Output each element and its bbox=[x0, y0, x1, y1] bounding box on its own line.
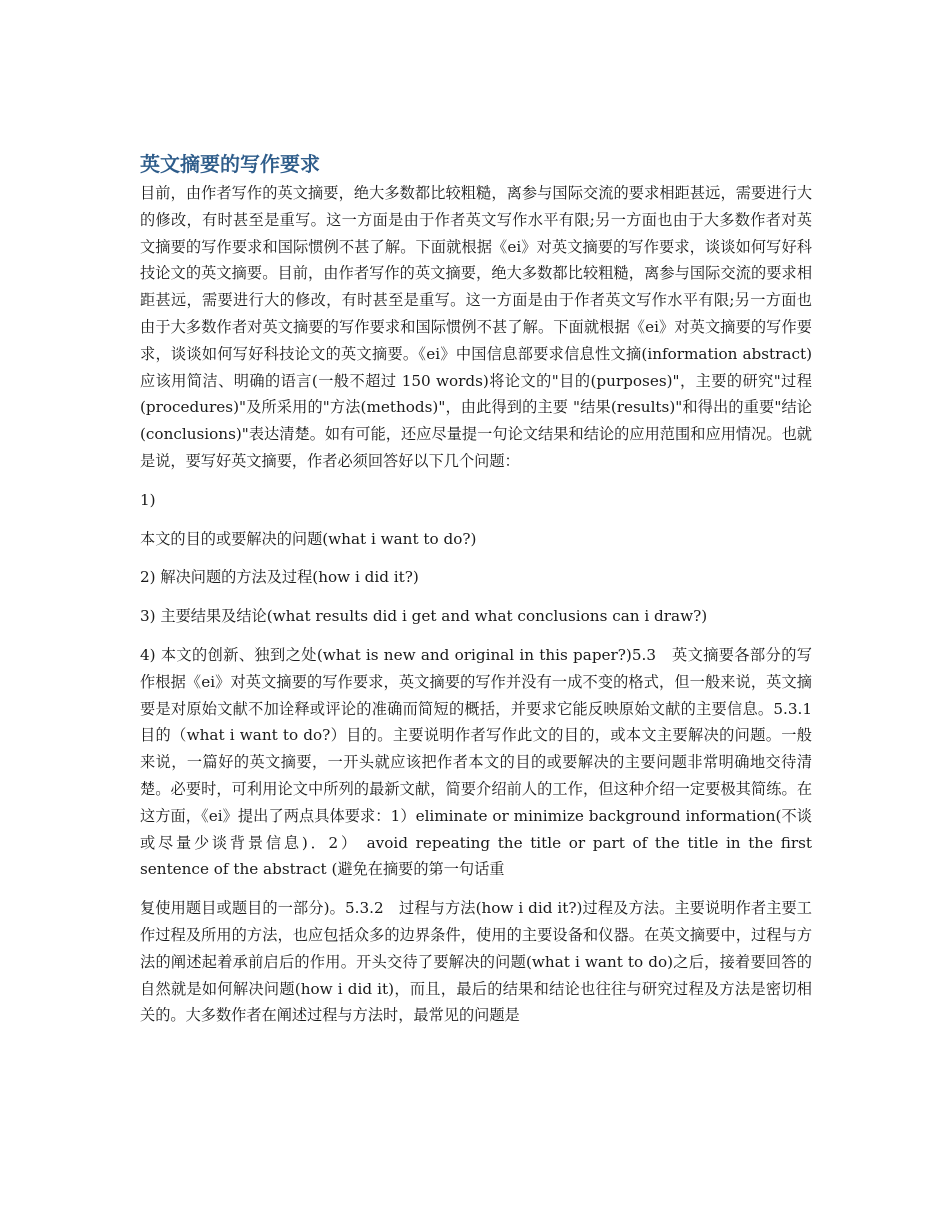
paragraph-item-4: 4) 本文的创新、独到之处(what is new and original in this paper?)5.3 英文摘要各部分的写作根据《ei》对英文摘要的写作要求，英文摘要的写作并没有一成不变的格式，但一般来说，英文摘要是对原始文献不加诠释或评论的准确而简短的概括，并要求它能反映原始文献的主要信息。5.3.1 目的（what i want to do?）目的。主要说明作者写作此文的目的，或本文主要解决的问题。一般来说，一篇好的英文摘要，一开头就应该把作者本文的目的或要解决的主要问题非常明确地交待清楚。必要时，可利用论文中所列的最新文献，简要介绍前人的工作，但这种介绍一定要极其简练。在这方面，《ei》提出了两点具体要求：1）eliminate or minimize background information(不谈或尽量少谈背景信息)．2） avoid repeating the title or part of the title in the first sentence of the abstract (避免在摘要的第一句话重 bbox=[140, 645, 828, 879]
paragraph-intro: 目前，由作者写作的英文摘要，绝大多数都比较粗糙，离参与国际交流的要求相距甚远，需要进行大的修改，有时甚至是重写。这一方面是由于作者英文写作水平有限;另一方面也由于大多数作者对英文摘要的写作要求和国际惯例不甚了解。下面就根据《ei》对英文摘要的写作要求，谈谈如何写好科技论文的英文摘要。目前，由作者写作的英文摘要，绝大多数都比较粗糙，离参与国际交流的要求相距甚远，需要进行大的修改，有时甚至是重写。这一方面是由于作者英文写作水平有限;另一方面也由于大多数作者对英文摘要的写作要求和国际惯例不甚了解。下面就根据《ei》对英文摘要的写作要求，谈谈如何写好科技论文的英文摘要。《ei》中国信息部要求信息性文摘(information abstract)应该用简洁、明确的语言(一般不超过 150 words)将论文的"目的(purposes)"，主要的研究"过程(procedures)"及所采用的"方法(methods)"，由此得到的主要 "结果(results)"和得出的重要"结论(conclusions)"表达清楚。如有可能，还应尽量提一句论文结果和结论的应用范围和应用情况。也就是说，要写好英文摘要，作者必须回答好以下几个问题： bbox=[140, 184, 812, 470]
paragraph-process-method: 复使用题目或题目的一部分)。5.3.2 过程与方法(how i did it?)过程及方法。主要说明作者主要工作过程及所用的方法，也应包括众多的边界条件，使用的主要设备和仪器。在英文摘要中，过程与方法的阐述起着承前启后的作用。开头交待了要解决的问题(what i want to do)之后，接着要回答的自然就是如何解决问题(how i did it)，而且，最后的结果和结论也往往与研究过程及方法是密切相关的。大多数作者在阐述过程与方法时，最常见的问题是 bbox=[140, 899, 812, 1025]
document-title: 英文摘要的写作要求 bbox=[140, 152, 320, 176]
document-page bbox=[140, 150, 828, 1029]
paragraph-item-1-marker: 1) bbox=[140, 490, 156, 509]
paragraph-item-1: 本文的目的或要解决的问题(what i want to do?) bbox=[140, 529, 477, 548]
paragraph-item-2: 2) 解决问题的方法及过程(how i did it?) bbox=[140, 568, 419, 587]
paragraph-item-3: 3) 主要结果及结论(what results did i get and what conclusions can i draw?) bbox=[140, 607, 708, 626]
